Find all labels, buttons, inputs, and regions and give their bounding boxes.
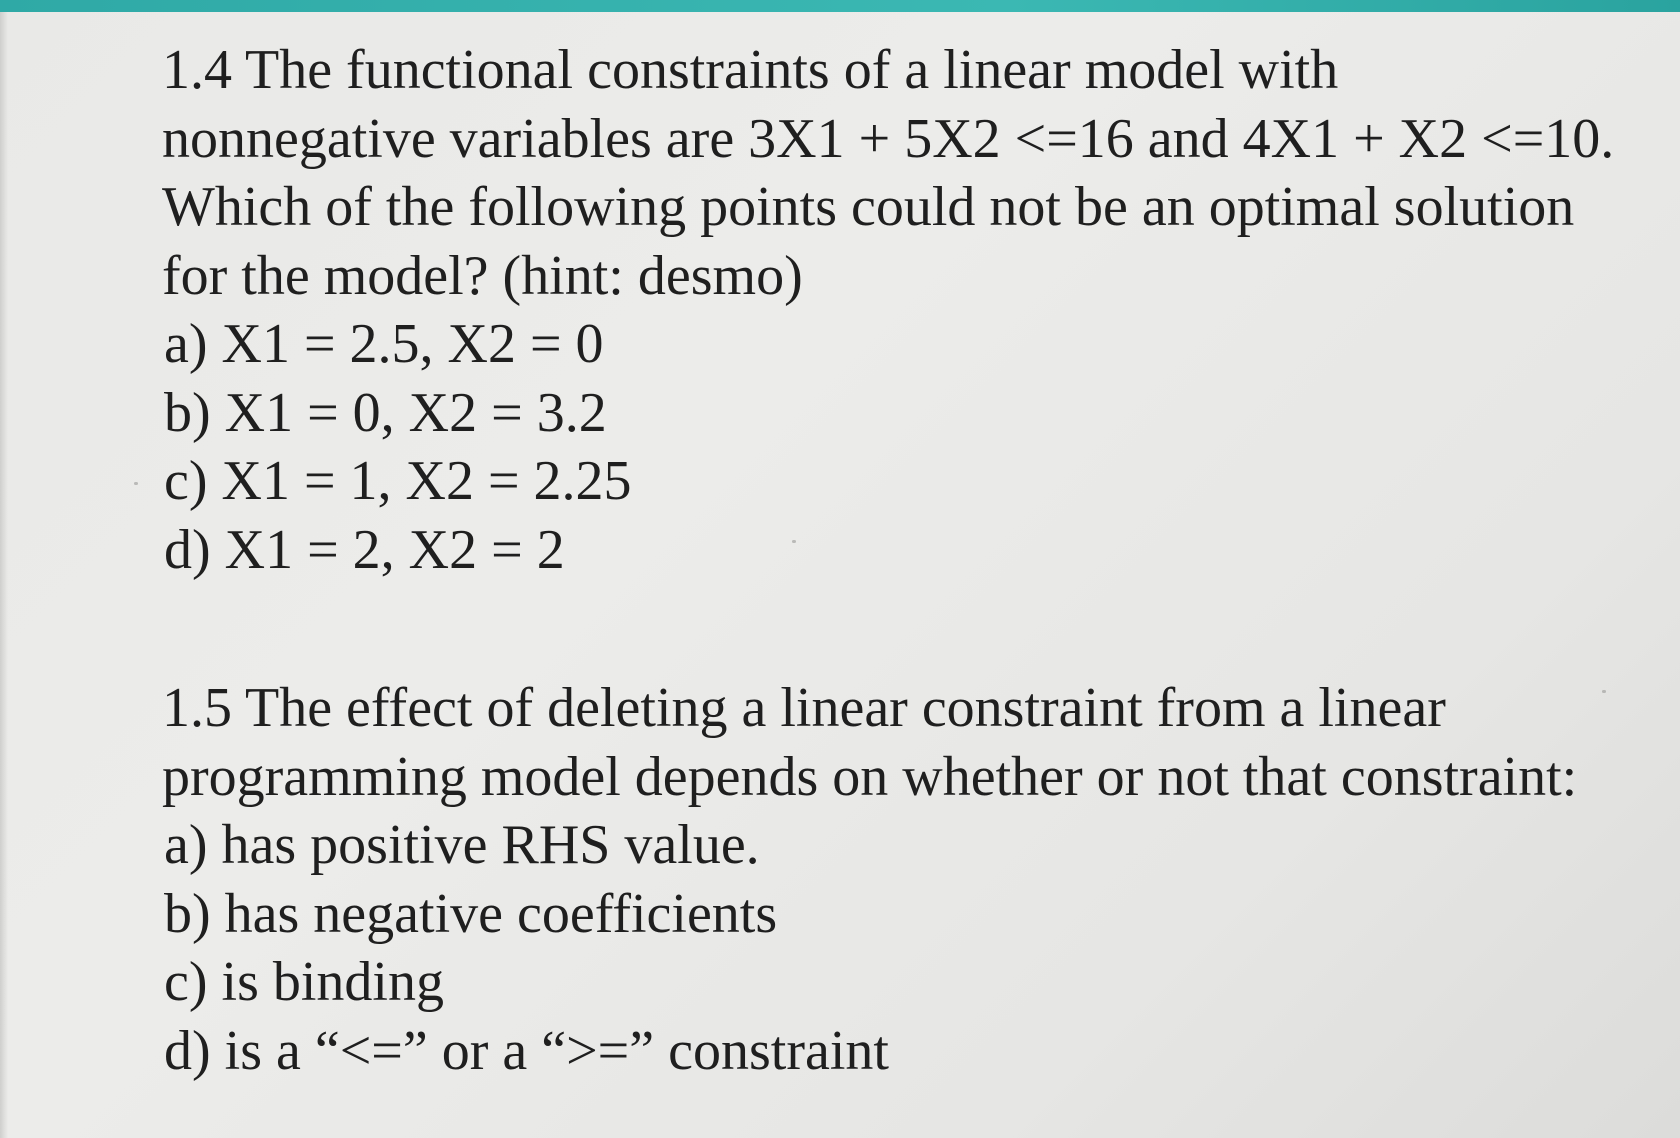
question-1-4-line-2: nonnegative variables are 3X1 + 5X2 <=16 and 4X1 + X2 <=10.: [162, 107, 1615, 170]
screen-left-edge: [0, 12, 8, 1138]
dust-speck: [792, 540, 796, 543]
question-1-4-line-4: for the model? (hint: desmo): [162, 244, 803, 307]
question-1-5-line-1: 1.5 The effect of deleting a linear constraint from a linear: [162, 677, 1446, 739]
document-content: [162, 36, 1672, 1085]
question-1-5: [162, 674, 1672, 1085]
question-1-4: [162, 36, 1672, 584]
screen-top-bar: [0, 0, 1680, 12]
question-1-5-option-a: a) has positive RHS value.: [164, 814, 760, 876]
question-1-5-line-2: programming model depends on whether or not that constraint:: [162, 745, 1578, 808]
question-1-5-option-b: b) has negative coefficients: [164, 882, 778, 945]
question-1-4-line-3: Which of the following points could not be an optimal solution: [162, 176, 1575, 238]
question-1-5-option-d: d) is a “<=” or a “>=” constraint: [164, 1019, 889, 1082]
question-1-4-option-b: b) X1 = 0, X2 = 3.2: [164, 381, 607, 444]
question-1-4-option-d: d) X1 = 2, X2 = 2: [164, 518, 565, 581]
dust-speck: [134, 482, 138, 485]
dust-speck: [1602, 690, 1606, 693]
question-1-5-option-c: c) is binding: [164, 951, 444, 1013]
question-1-4-option-a: a) X1 = 2.5, X2 = 0: [164, 313, 604, 375]
question-1-4-option-c: c) X1 = 1, X2 = 2.25: [164, 450, 632, 512]
question-1-4-line-1: 1.4 The functional constraints of a linear model with: [162, 39, 1339, 101]
section-gap: [162, 584, 1672, 674]
